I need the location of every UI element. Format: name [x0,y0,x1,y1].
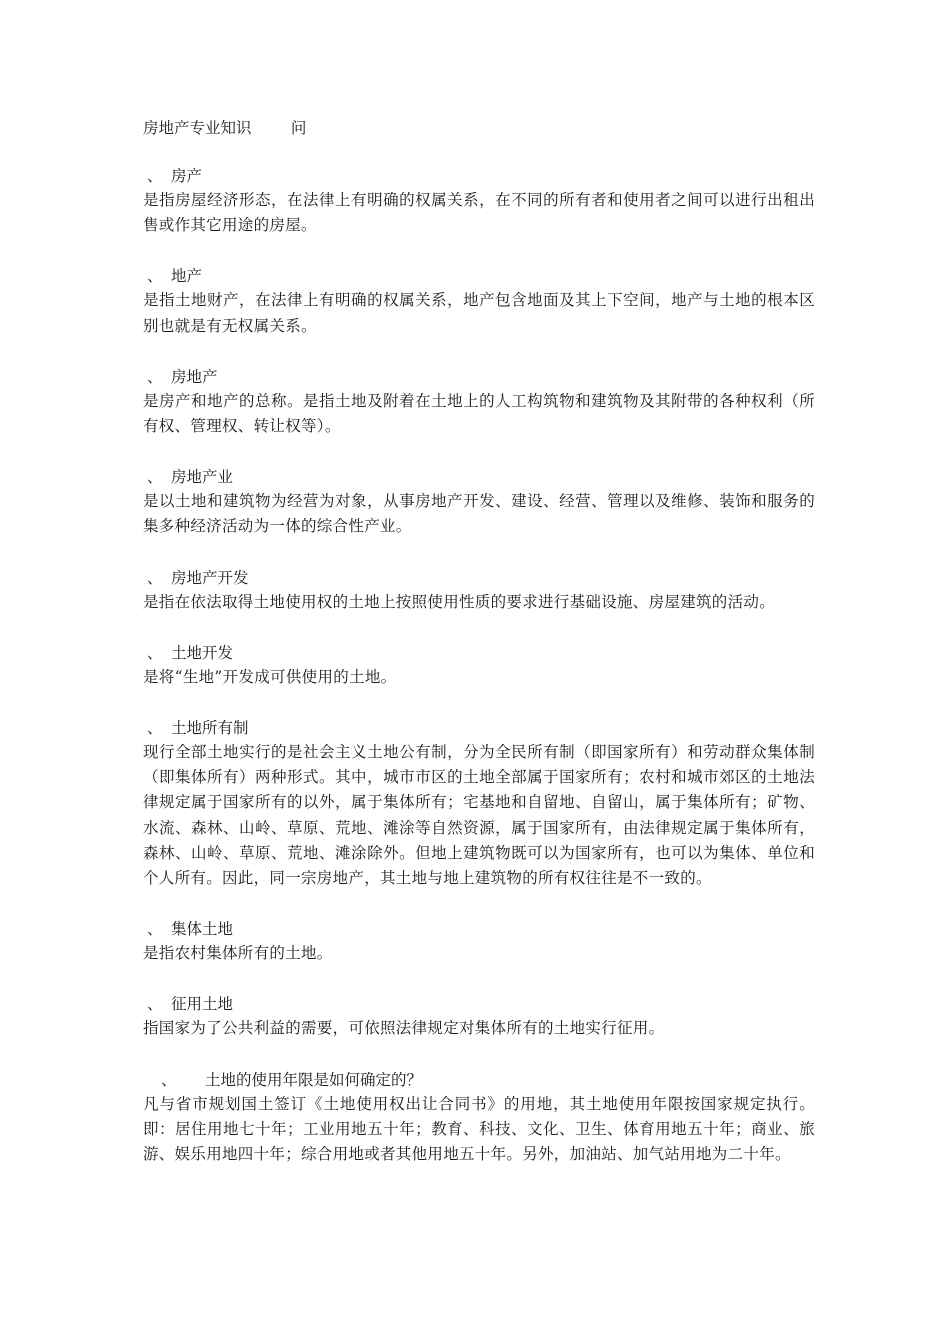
section-fangdichanye [143,465,815,539]
section-mark: 、 [147,995,163,1014]
section-dichan [143,264,815,338]
section-heading-text: 土地的使用年限是如何确定的？ [205,1070,423,1089]
section-heading-text: 房地产 [171,367,218,386]
section-heading-text: 房地产开发 [171,568,249,587]
section-body: 是房产和地产的总称。是指土地及附着在土地上的人工构筑物和建筑物及其附带的各种权利（所有权、管理权、转让权等）。 [143,391,815,436]
section-body: 指国家为了公共利益的需要，可依照法律规定对集体所有的土地实行征用。 [143,1019,665,1038]
document-page [143,112,815,1193]
section-body: 是将“生地”开发成可供使用的土地。 [143,667,397,686]
section-jiti-tudi [143,917,815,966]
document-title: 房地产专业知识 问 [143,119,307,137]
section-mark: 、 [147,719,163,738]
section-mark: 、 [147,568,163,587]
section-shiyong-nianxian [143,1068,815,1168]
section-heading [143,1068,815,1092]
section-body: 是指在依法取得土地使用权的土地上按照使用性质的要求进行基础设施、房屋建筑的活动。 [143,592,776,611]
section-body: 是指房屋经济形态，在法律上有明确的权属关系，在不同的所有者和使用者之间可以进行出租出售或作其它用途的房屋。 [143,191,815,235]
section-body: 现行全部土地实行的是社会主义土地公有制，分为全民所有制（即国家所有）和劳动群众集体制（即集体所有）两种形式。其中，城市市区的土地全部属于国家所有；农村和城市郊区的土地法律规定属于国家所有的以外，属于集体所有；宅基地和自留地、自留山，属于集体所有；矿物、水流、森林、山岭、草原、荒地、滩涂等自然资源，属于国家所有，由法律规定属于集体所有，森林、山岭、草原、荒地、滩涂除外。但地上建筑物既可以为国家所有，也可以为集体、单位和个人所有。因此，同一宗房地产，其土地与地上建筑物的所有权往往是不一致的。 [143,743,815,888]
section-mark: 、 [147,643,163,662]
section-body: 是指土地财产，在法律上有明确的权属关系，地产包含地面及其上下空间，地产与土地的根本区别也就是有无权属关系。 [143,291,815,335]
section-heading-text: 土地开发 [171,643,234,662]
section-heading-text: 集体土地 [171,920,234,939]
section-body: 是以土地和建筑物为经营为对象，从事房地产开发、建设、经营、管理以及维修、装饰和服务的集多种经济活动为一体的综合性产业。 [143,492,815,536]
section-zhengyong-tudi [143,992,815,1041]
section-heading [143,917,815,941]
section-mark: 、 [161,1070,177,1089]
section-heading [143,992,815,1016]
section-heading [143,264,815,288]
section-heading-text: 土地所有制 [171,719,249,738]
section-tudi-kaifa [143,641,815,690]
section-fangdichan-kaifa [143,566,815,615]
section-heading-text: 地产 [171,267,203,286]
section-body: 凡与省市规划国土签订《土地使用权出让合同书》的用地，其土地使用年限按国家规定执行。即：居住用地七十年；工业用地五十年；教育、科技、文化、卫生、体育用地五十年；商业、旅游、娱乐用地四十年；综合用地或者其他用地五十年。另外，加油站、加气站用地为二十年。 [143,1094,815,1164]
section-heading [143,641,815,665]
section-heading-text: 征用土地 [171,995,234,1014]
section-heading [143,465,815,489]
section-heading-text: 房地产业 [171,468,234,487]
section-body: 是指农村集体所有的土地。 [143,944,333,963]
section-fangchan [143,164,815,238]
section-mark: 、 [147,920,163,939]
section-tudi-suoyouzhi [143,716,815,891]
section-mark: 、 [147,167,163,185]
section-mark: 、 [147,468,163,487]
section-fangdichan [143,365,815,439]
section-heading [143,365,815,389]
section-mark: 、 [147,367,163,386]
section-heading [143,566,815,590]
section-mark: 、 [147,267,163,286]
section-heading-text: 房产 [171,167,203,185]
section-heading [143,716,815,740]
section-heading [143,164,815,188]
